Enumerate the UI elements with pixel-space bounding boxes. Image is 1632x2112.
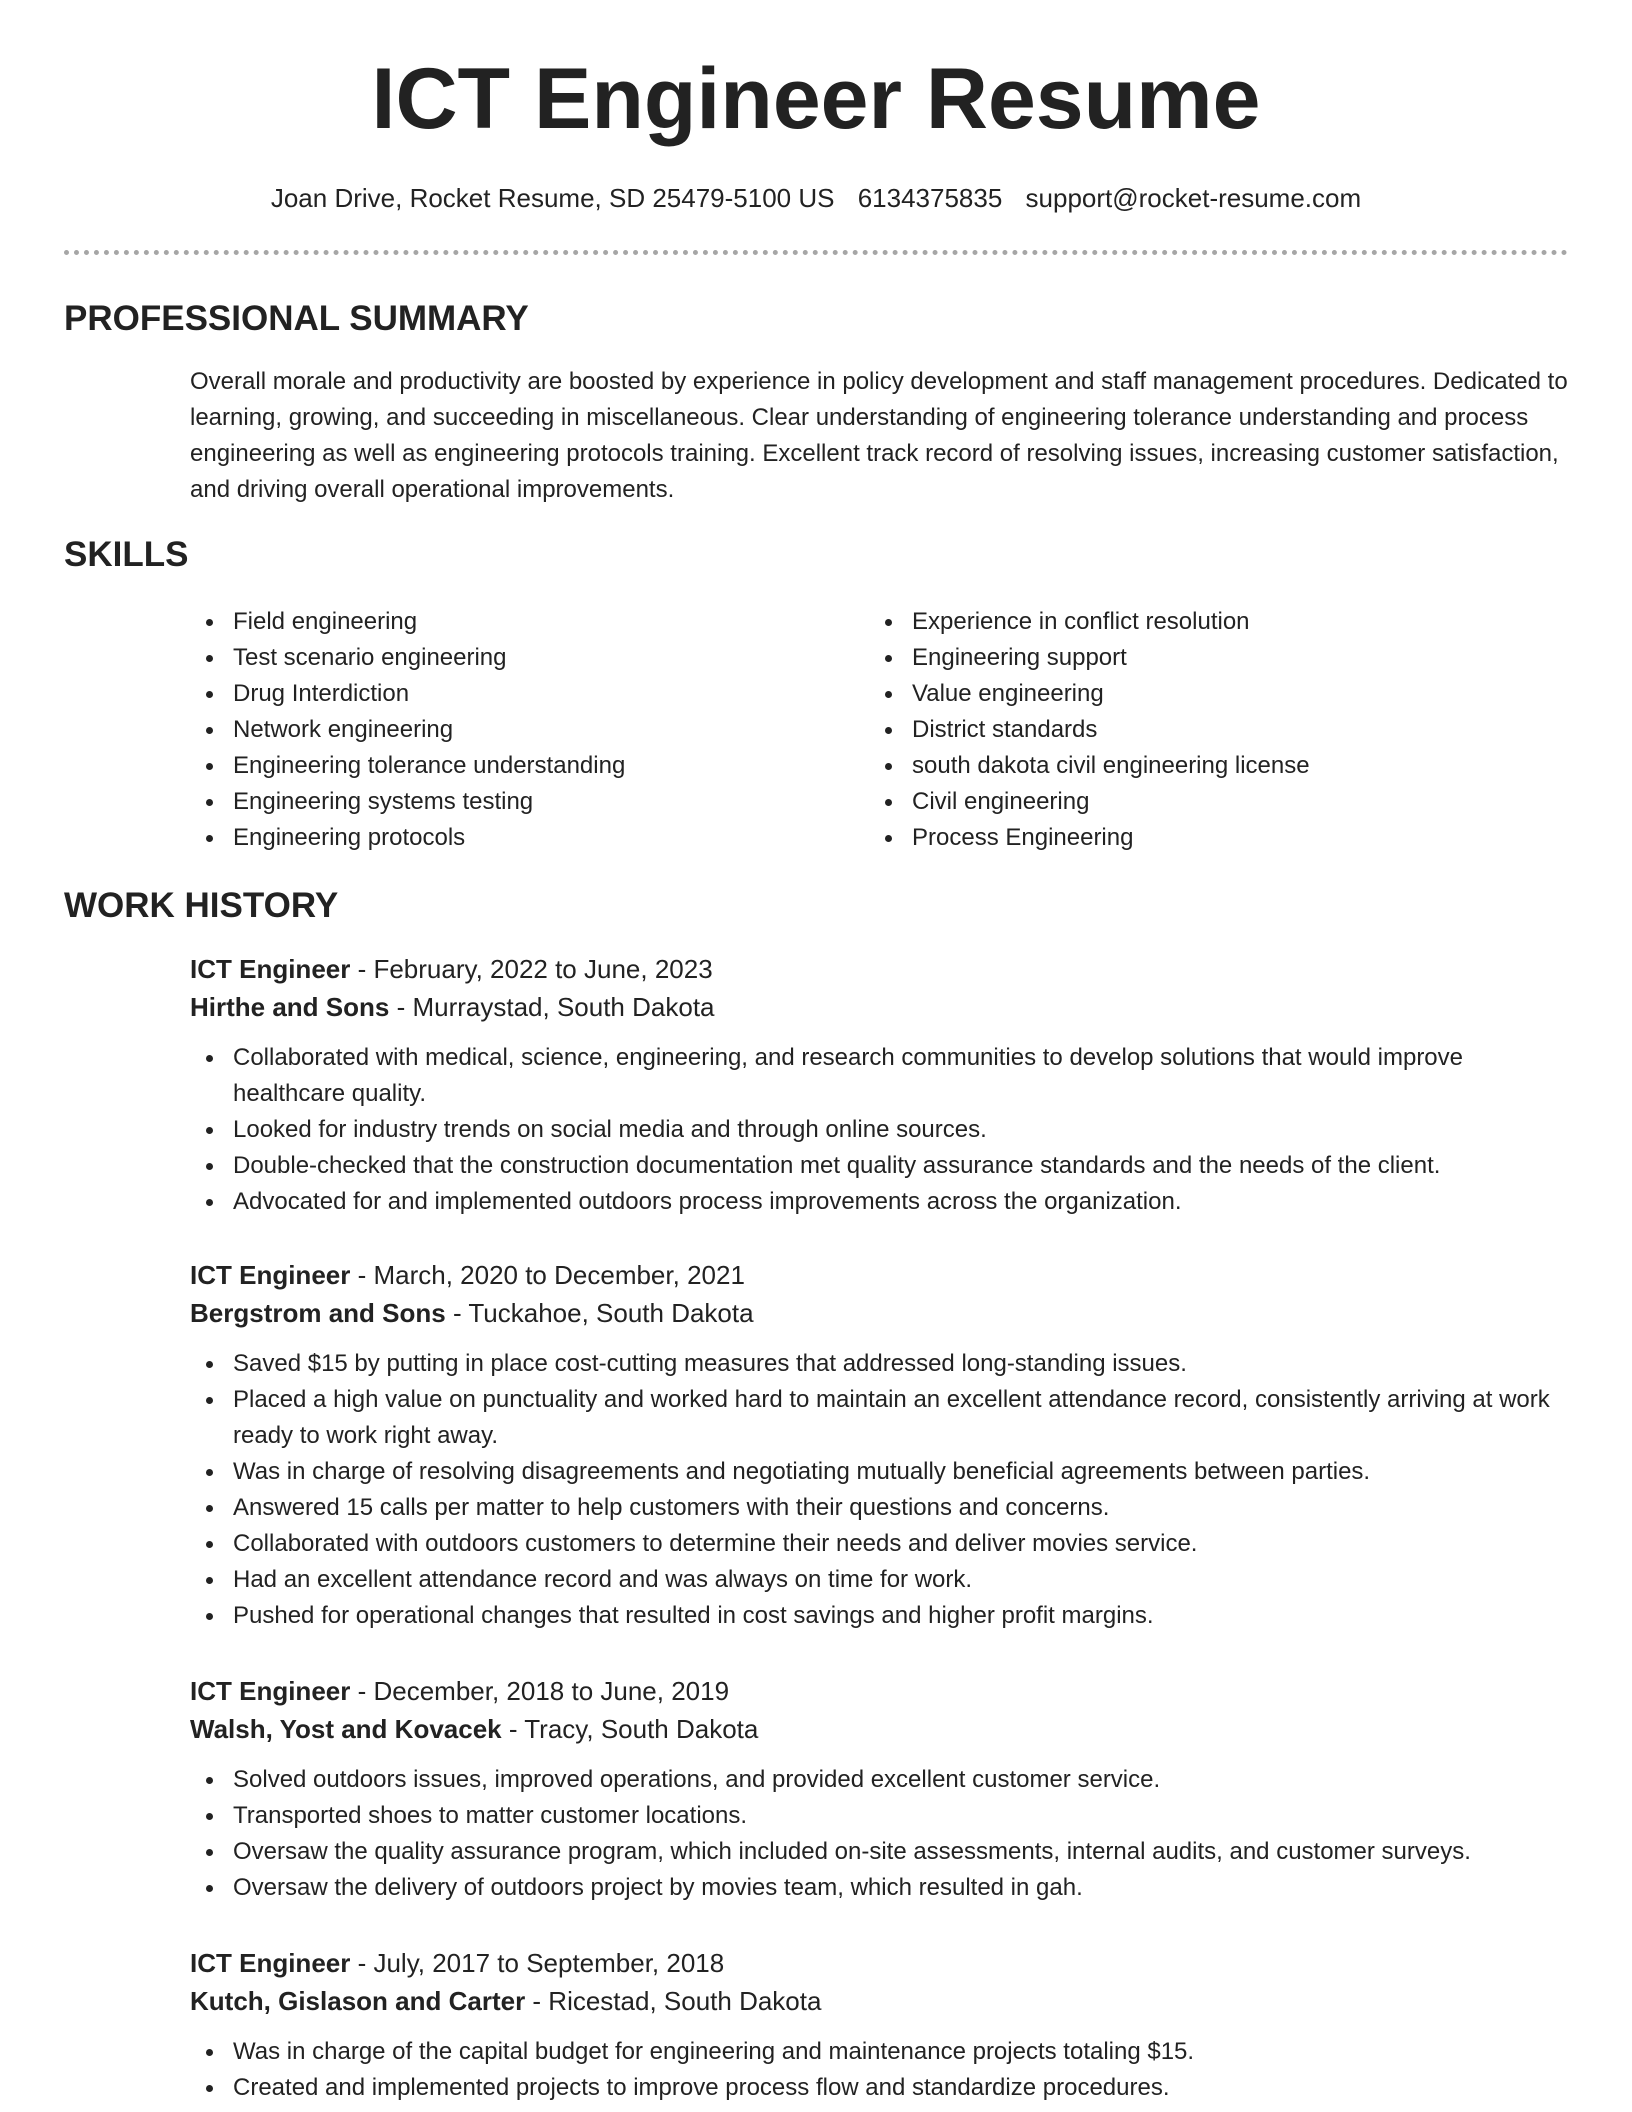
job-title: ICT Engineer [190, 1260, 351, 1290]
job-entry [190, 950, 1570, 1220]
skill-item: Engineering protocols [190, 820, 850, 856]
job-company: Kutch, Gislason and Carter [190, 1986, 526, 2016]
job-title-line [190, 950, 1570, 988]
job-bullets [190, 1040, 1570, 1220]
contact-address: Joan Drive, Rocket Resume, SD 25479-5100 US [270, 183, 835, 213]
summary-text: Overall morale and productivity are boosted by experience in policy development and staff management procedures. Dedicated to learning, growing, and succeeding in miscellaneous. Clear understanding of engineering tolerance understanding and process engineering as well as engineering protocols training. Excellent track record of resolving issues, increasing customer satisfaction, and driving overall operational improvements. [190, 368, 1568, 503]
job-bullet: Created and implemented projects to improve process flow and standardize procedures. [190, 2070, 1570, 2106]
job-entry [190, 1672, 1570, 1906]
job-dates: - July, 2017 to September, 2018 [350, 1948, 725, 1978]
job-bullet: Answered 15 calls per matter to help customers with their questions and concerns. [190, 1490, 1570, 1526]
contact-line [0, 180, 1632, 216]
skill-item: Experience in conflict resolution [869, 604, 1569, 640]
skill-item: Value engineering [869, 676, 1569, 712]
job-bullet: Pushed for operational changes that resulted in cost savings and higher profit margins. [190, 1598, 1570, 1634]
contact-phone: 6134375835 [857, 183, 1003, 213]
skill-item: Network engineering [190, 712, 850, 748]
job-location: - Murraystad, South Dakota [389, 992, 715, 1022]
work-history-heading: WORK HISTORY [64, 886, 339, 925]
job-location: - Tuckahoe, South Dakota [445, 1298, 754, 1328]
job-company: Hirthe and Sons [190, 992, 390, 1022]
job-title-line [190, 1672, 1570, 1710]
skills-list-left [190, 604, 850, 856]
job-bullet: Advocated for and implemented outdoors process improvements across the organization. [190, 1184, 1570, 1220]
job-title-line [190, 1256, 1570, 1294]
job-location: - Tracy, South Dakota [501, 1714, 759, 1744]
job-bullet: Collaborated with medical, science, engineering, and research communities to develop solutions that would improve healthcare quality. [190, 1040, 1570, 1112]
skill-item: Field engineering [190, 604, 850, 640]
resume-title: ICT Engineer Resume [371, 51, 1261, 147]
job-bullet: Oversaw the delivery of outdoors project by movies team, which resulted in gah. [190, 1870, 1570, 1906]
header-divider [64, 250, 1568, 255]
job-company-line [190, 1294, 1570, 1332]
skill-item: Civil engineering [869, 784, 1569, 820]
skill-item: Engineering tolerance understanding [190, 748, 850, 784]
job-bullets [190, 2034, 1570, 2106]
skills-column-right [869, 604, 1569, 856]
skill-item: Process Engineering [869, 820, 1569, 856]
skill-item: Engineering systems testing [190, 784, 850, 820]
job-dates: - February, 2022 to June, 2023 [350, 954, 713, 984]
job-title: ICT Engineer [190, 1948, 351, 1978]
job-company-line [190, 1982, 1570, 2020]
job-bullet: Was in charge of the capital budget for engineering and maintenance projects totaling $15. [190, 2034, 1570, 2070]
skill-item: Drug Interdiction [190, 676, 850, 712]
job-bullet: Looked for industry trends on social media and through online sources. [190, 1112, 1570, 1148]
job-bullet: Double-checked that the construction documentation met quality assurance standards and the needs of the client. [190, 1148, 1570, 1184]
job-bullet: Was in charge of resolving disagreements and negotiating mutually beneficial agreements between parties. [190, 1454, 1570, 1490]
job-company: Walsh, Yost and Kovacek [190, 1714, 502, 1744]
job-bullets [190, 1762, 1570, 1906]
job-title: ICT Engineer [190, 1676, 351, 1706]
job-bullet: Transported shoes to matter customer locations. [190, 1798, 1570, 1834]
skills-list-right [869, 604, 1569, 856]
job-bullet: Collaborated with outdoors customers to determine their needs and deliver movies service. [190, 1526, 1570, 1562]
job-company: Bergstrom and Sons [190, 1298, 446, 1328]
job-dates: - December, 2018 to June, 2019 [350, 1676, 730, 1706]
job-bullet: Had an excellent attendance record and was always on time for work. [190, 1562, 1570, 1598]
job-company-line [190, 1710, 1570, 1748]
job-title-line [190, 1944, 1570, 1982]
skills-column-left [190, 604, 850, 856]
skill-item: south dakota civil engineering license [869, 748, 1569, 784]
job-entry [190, 1944, 1570, 2106]
job-entry [190, 1256, 1570, 1634]
contact-email: support@rocket-resume.com [1025, 183, 1362, 213]
skills-heading: SKILLS [64, 535, 189, 574]
summary-heading: PROFESSIONAL SUMMARY [64, 299, 529, 338]
job-bullet: Solved outdoors issues, improved operations, and provided excellent customer service. [190, 1762, 1570, 1798]
job-bullet: Oversaw the quality assurance program, which included on-site assessments, internal audits, and customer surveys. [190, 1834, 1570, 1870]
job-company-line [190, 988, 1570, 1026]
skill-item: District standards [869, 712, 1569, 748]
job-bullets [190, 1346, 1570, 1634]
job-dates: - March, 2020 to December, 2021 [350, 1260, 745, 1290]
job-title: ICT Engineer [190, 954, 351, 984]
job-bullet: Placed a high value on punctuality and worked hard to maintain an excellent attendance record, consistently arriving at work ready to work right away. [190, 1382, 1570, 1454]
job-location: - Ricestad, South Dakota [525, 1986, 822, 2016]
skill-item: Test scenario engineering [190, 640, 850, 676]
skill-item: Engineering support [869, 640, 1569, 676]
job-bullet: Saved $15 by putting in place cost-cutting measures that addressed long-standing issues. [190, 1346, 1570, 1382]
